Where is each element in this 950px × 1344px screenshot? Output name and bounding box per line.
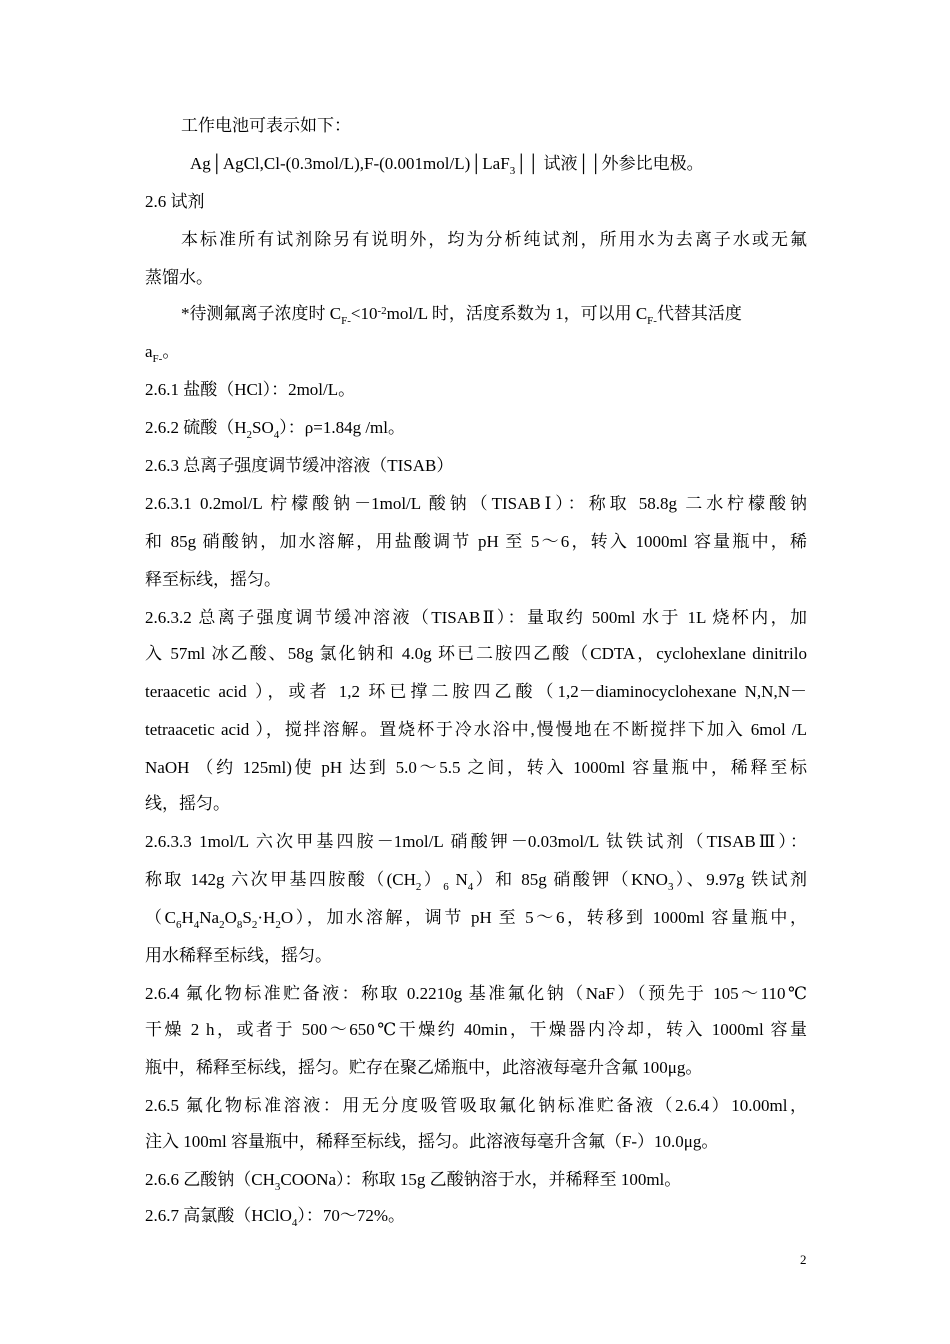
text-line: 2.6.1 盐酸（HCl）：2mol/L。 [145,380,356,399]
text-line: 和 85g 硝酸钠，加水溶解，用盐酸调节 pH 至 5～6，转入 1000ml 容量瓶中，稀 [145,532,807,551]
note-line: *待测氟离子浓度时 $C_{F-}<10^{-2}mol/L$ 时，活度系数为 1，可以用 $C_{F-}$代替其活度 [181,304,742,327]
text-line: 线，摇匀。 [145,794,230,813]
text-line: 用水稀释至标线，摇匀。 [145,946,332,965]
text-line: tetraacetic acid ），搅拌溶解。置烧杯于冷水浴中,慢慢地在不断搅拌下加入 6mol /L [145,720,807,739]
text-line: 2.6.4 氟化物标准贮备液：称取 0.2210g 基准氟化钠（NaF）（预先于 105～110℃ [145,984,807,1003]
text-line: 瓶中，稀释至标线，摇匀。贮存在聚乙烯瓶中，此溶液每毫升含氟 100μg。 [145,1058,703,1077]
cell-notation-line: Ag│AgCl,Cl-(0.3mol/L),F-(0.001mol/L)│LaF$_3$││ 试液││外参比电极。 [190,154,704,177]
text-line: $(C_6H_4Na_2O_8S_2\cdot H_2O)$，加水溶解，调节 pH 至 5～6，转移到 1000ml 容量瓶中， [145,908,808,931]
text-line: 2.6.3.3 1mol/L 六次甲基四胺－1mol/L 硝酸钾－0.03mol/L 钛铁试剂（TISABⅢ）： [145,832,807,851]
text-line: teraacetic acid ），或者 1,2 环已撑二胺四乙酸（1,2－diaminocyclohexane N,N,N－ [145,682,807,701]
text-line: 工作电池可表示如下： [181,116,351,135]
text-line: 2.6.5 氟化物标准溶液：用无分度吸管吸取氟化钠标准贮备液（2.6.4）10.00ml， [145,1096,807,1115]
text-line: 称取 142g 六次甲基四胺酸（$(CH_2)_6$ $N_4$）和 85g 硝酸钾$(KNO_3)$、9.97g 铁试剂 [145,870,808,893]
text-line: 2.6.7 高氯酸（HClO$_4$）：70～72%。 [145,1206,406,1229]
text-line: 2.6.3 总离子强度调节缓冲溶液（TISAB） [145,456,454,475]
text-line: 2.6.6 乙酸钠$(CH_3COONa)$：称取 15g 乙酸钠溶于水，并稀释至 100ml。 [145,1170,682,1193]
text-line: 2.6.3.1 0.2mol/L 柠檬酸钠－1mol/L 酸钠（TISABⅠ）：称取 58.8g 二水柠檬酸钠 [145,494,807,513]
text-line: 本标准所有试剂除另有说明外，均为分析纯试剂，所用水为去离子水或无氟 [181,230,807,249]
note-line: $a_{F-}$。 [145,342,180,365]
text-line: NaOH （约 125ml)使 pH 达到 5.0～5.5 之间，转入 1000ml 容量瓶中，稀释至标 [145,758,807,777]
text-line: 2.6.2 硫酸$(H_2SO_4)$：ρ=1.84g /ml。 [145,418,406,441]
text-line: 注入 100ml 容量瓶中，稀释至标线，摇匀。此溶液每毫升含氟（F-）10.0μg。 [145,1132,719,1151]
page-number: 2 [800,1252,807,1267]
text-line: 干燥 2 h，或者于 500～650℃干燥约 40min，干燥器内冷却，转入 1000ml 容量 [145,1020,807,1039]
section-heading: 2.6 试剂 [145,192,205,211]
text-line: 释至标线，摇匀。 [145,570,281,589]
text-line: 蒸馏水。 [145,268,213,287]
text-line: 2.6.3.2 总离子强度调节缓冲溶液（TISABⅡ）：量取约 500ml 水于 1L 烧杯内，加 [145,608,807,627]
text-line: 入 57ml 冰乙酸、58g 氯化钠和 4.0g 环已二胺四乙酸（CDTA，cyclohexlane dinitrilo [145,644,807,663]
